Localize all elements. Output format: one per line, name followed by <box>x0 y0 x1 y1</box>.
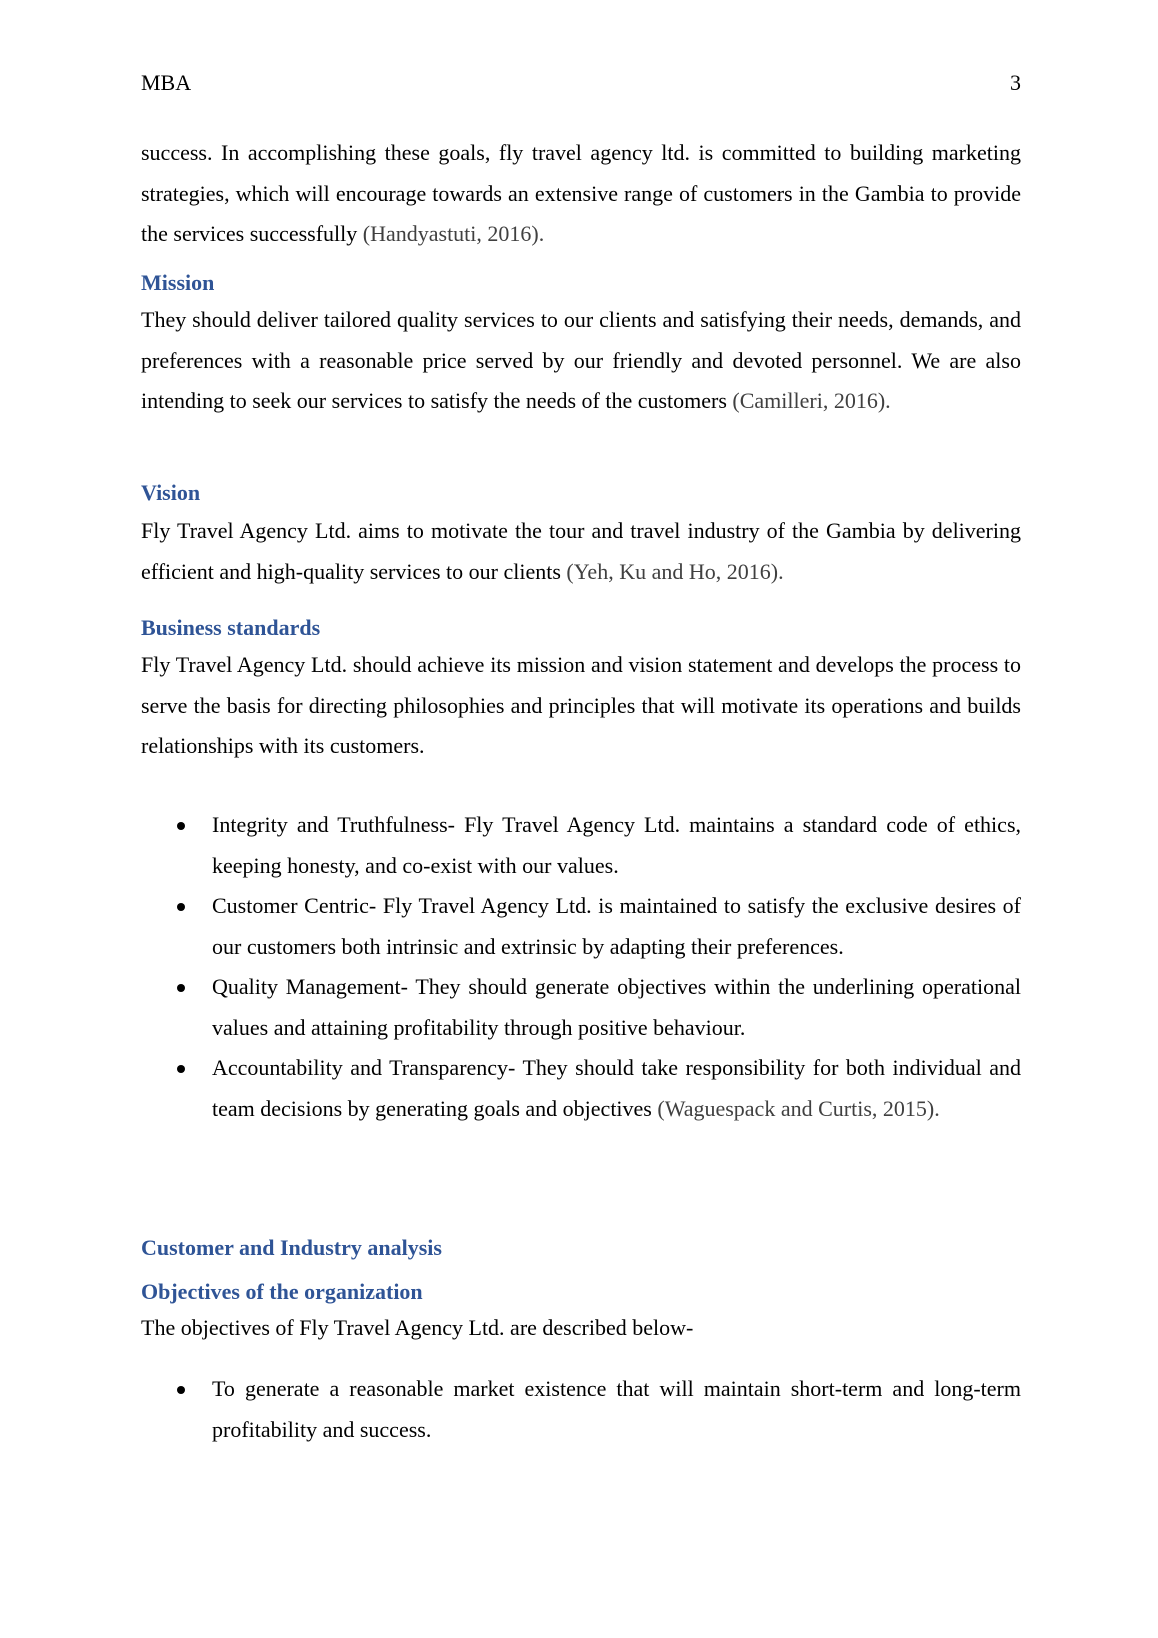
business-standards-heading: Business standards <box>141 615 321 640</box>
list-item-text: Quality Management- They should generate objectives within the underlining operational values and attaining profitability through positive behaviour. <box>212 974 1021 1040</box>
page-number: 3 <box>1010 70 1021 95</box>
business-standards-paragraph: Fly Travel Agency Ltd. should achieve its mission and vision statement and develops the process to serve the basis for directing philosophies and principles that will motivate its operations and builds relationships with its customers. <box>141 652 1021 758</box>
list-item-citation: (Waguespack and Curtis, 2015). <box>657 1095 940 1121</box>
vision-paragraph <box>141 511 1021 592</box>
page-header <box>141 69 1021 97</box>
customer-industry-heading: Customer and Industry analysis <box>141 1235 442 1260</box>
bullet-icon <box>177 1065 185 1073</box>
vision-heading: Vision <box>141 480 201 505</box>
bullet-icon <box>177 984 185 992</box>
list-item <box>141 1369 1021 1450</box>
mission-heading: Mission <box>141 270 215 295</box>
bullet-icon <box>177 1386 185 1394</box>
list-item-text: Accountability and Transparency- They should take responsibility for both individual and team decisions by generating goals and objectives <box>212 1055 1021 1121</box>
list-item-text: Customer Centric- Fly Travel Agency Ltd. is maintained to satisfy the exclusive desires of our customers both intrinsic and extrinsic by adapting their preferences. <box>212 893 1021 959</box>
list-item-text: To generate a reasonable market existence that will maintain short-term and long-term profitability and success. <box>212 1376 1021 1442</box>
header-title: MBA <box>141 70 192 95</box>
mission-paragraph <box>141 300 1021 422</box>
intro-citation: (Handyastuti, 2016). <box>362 221 545 246</box>
bullet-icon <box>177 822 185 830</box>
objectives-intro: The objectives of Fly Travel Agency Ltd. are described below- <box>141 1315 694 1340</box>
vision-citation: (Yeh, Ku and Ho, 2016). <box>566 558 784 584</box>
list-item <box>141 886 1021 967</box>
business-standards-list <box>141 805 1021 1129</box>
list-item <box>141 805 1021 886</box>
objectives-list <box>141 1369 1021 1450</box>
mission-text: They should deliver tailored quality services to our clients and satisfying their needs, demands, and preferences with a reasonable price served by our friendly and devoted personnel. We are also intending to seek our services to satisfy the needs of the customers <box>141 307 1021 413</box>
intro-text: success. In accomplishing these goals, fly travel agency ltd. is committed to building marketing strategies, which will encourage towards an extensive range of customers in the Gambia to provide the services successfully <box>141 140 1021 246</box>
bullet-icon <box>177 903 185 911</box>
intro-paragraph <box>141 133 1021 255</box>
objectives-heading: Objectives of the organization <box>141 1279 423 1304</box>
vision-text: Fly Travel Agency Ltd. aims to motivate the tour and travel industry of the Gambia by delivering efficient and high-quality services to our clients <box>141 518 1021 584</box>
list-item <box>141 967 1021 1048</box>
list-item-text: Integrity and Truthfulness- Fly Travel Agency Ltd. maintains a standard code of ethics, keeping honesty, and co-exist with our values. <box>212 812 1021 878</box>
mission-citation: (Camilleri, 2016). <box>732 388 891 413</box>
list-item <box>141 1048 1021 1129</box>
